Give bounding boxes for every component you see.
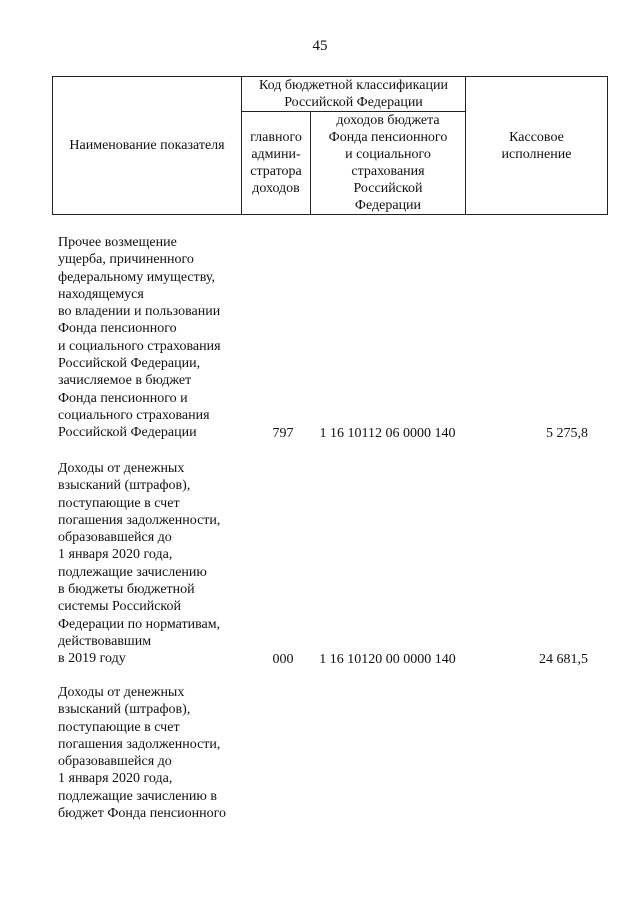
header-execution: Кассовое исполнение: [501, 129, 572, 162]
header-code-group: Код бюджетной классификации Российской Федерации: [259, 78, 448, 110]
row-budget-code: 1 16 10112 06 0000 140: [319, 426, 456, 441]
header-revenue-code: доходов бюджета Фонда пенсионного и социального страхования Российской Федерации: [328, 113, 448, 213]
row-admin-code: 000: [272, 652, 294, 667]
row-name: Доходы от денежных взысканий (штрафов), поступающие в счет погашения задолженности, образовавшейся до 1 января 2020 года, подлежащие зачислению в бюджеты бюджетной системы Российской Федерации по нормативам, действовавшим в 2019 году: [58, 461, 221, 667]
table-header: [52, 76, 608, 215]
row-admin-code: 797: [272, 426, 294, 441]
page-number: 45: [312, 38, 328, 54]
row-name: Доходы от денежных взысканий (штрафов), поступающие в счет погашения задолженности, образовавшейся до 1 января 2020 года, подлежащие зачислению в бюджет Фонда пенсионного: [58, 685, 226, 822]
header-name: Наименование показателя: [69, 138, 225, 153]
row-amount: 24 681,5: [539, 652, 588, 667]
header-admin: главного админи- стратора доходов: [250, 130, 302, 196]
row-budget-code: 1 16 10120 00 0000 140: [319, 652, 456, 667]
row-name: Прочее возмещение ущерба, причиненного федеральному имуществу, находящемуся во владении и пользовании Фонда пенсионного и социального страхования Российской Федерации, зачисляемое в бюджет Фонда пенсионного и социального страхования Российской Федерации: [58, 235, 221, 441]
row-amount: 5 275,8: [546, 426, 588, 441]
